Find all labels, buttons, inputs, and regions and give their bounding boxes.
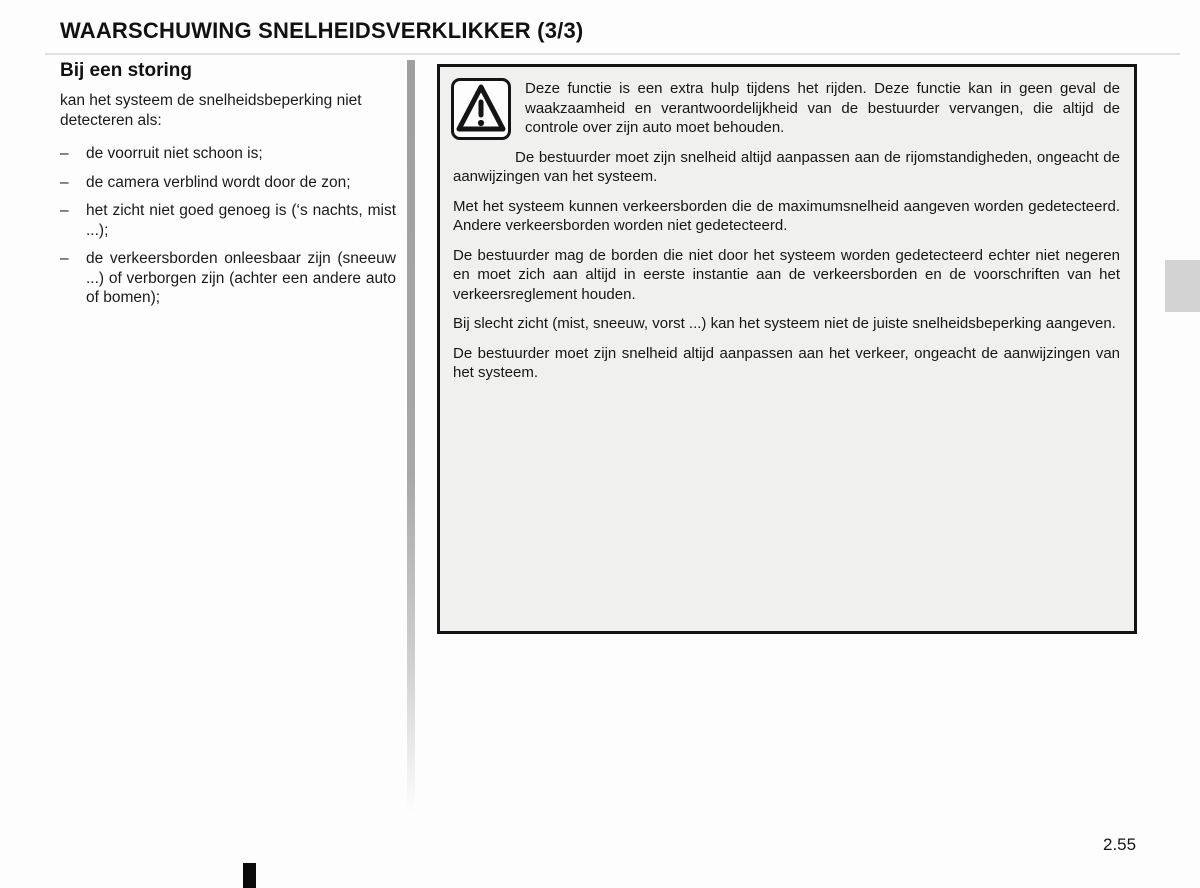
list-item <box>60 201 396 240</box>
binding-mark <box>243 863 256 888</box>
warning-paragraph: De bestuurder moet zijn snelheid altijd aanpassen aan het verkeer, ongeacht de aanwijzingen van het systeem. <box>453 344 1120 381</box>
bullet-list <box>60 144 396 308</box>
warning-paragraph: Bij slecht zicht (mist, sneeuw, vorst ...) kan het systeem niet de juiste snelheidsbeperking aangeven. <box>453 315 1116 332</box>
dash-marker: – <box>60 173 69 191</box>
warning-box <box>437 64 1137 634</box>
page-number: 2.55 <box>1103 835 1137 854</box>
list-item <box>60 173 396 193</box>
list-item-text: de verkeersborden onleesbaar zijn (sneeuw ...) of verborgen zijn (achter een andere auto of bomen); <box>86 250 396 306</box>
warning-paragraph: De bestuurder moet zijn snelheid altijd aanpassen aan de rijomstandigheden, ongeacht de aanwijzingen van het systeem. <box>453 148 1120 185</box>
section-tab <box>1165 260 1200 312</box>
left-column <box>60 60 396 317</box>
list-item-text: de camera verblind wordt door de zon; <box>86 173 351 191</box>
section-heading: Bij een storing <box>60 60 192 81</box>
warning-paragraph: De bestuurder mag de borden die niet door het systeem worden gedetecteerd echter niet negeren en moet zich aan altijd in eerste instantie aan de verkeersborden en de voorschriften van het verkeersreglement houden. <box>453 246 1120 303</box>
dash-marker: – <box>60 145 69 162</box>
warning-paragraph: Met het systeem kunnen verkeersborden die de maximumsnelheid aangeven worden gedetecteerd. Andere verkeersborden worden niet gedetecteerd. <box>453 197 1120 234</box>
list-item <box>60 144 396 164</box>
section-intro: kan het systeem de snelheidsbeperking niet detecteren als: <box>60 92 362 129</box>
dash-marker: – <box>60 202 69 219</box>
dash-marker: – <box>60 250 69 267</box>
title-divider <box>45 53 1180 55</box>
list-item <box>60 249 396 308</box>
list-item-text: de voorruit niet schoon is; <box>86 145 263 162</box>
list-item-text: het zicht niet goed genoeg is (‘s nachts, mist ...); <box>86 202 396 239</box>
column-divider <box>407 60 415 812</box>
warning-paragraph: Deze functie is een extra hulp tijdens het rijden. Deze functie kan in geen geval de waakzaamheid en verantwoordelijkheid van de bestuurder vervangen, die altijd de controle over zijn auto moet behouden. <box>525 80 1120 136</box>
warning-triangle-icon <box>451 78 511 140</box>
page-title: WAARSCHUWING SNELHEIDSVERKLIKKER (3/3) <box>60 18 584 43</box>
